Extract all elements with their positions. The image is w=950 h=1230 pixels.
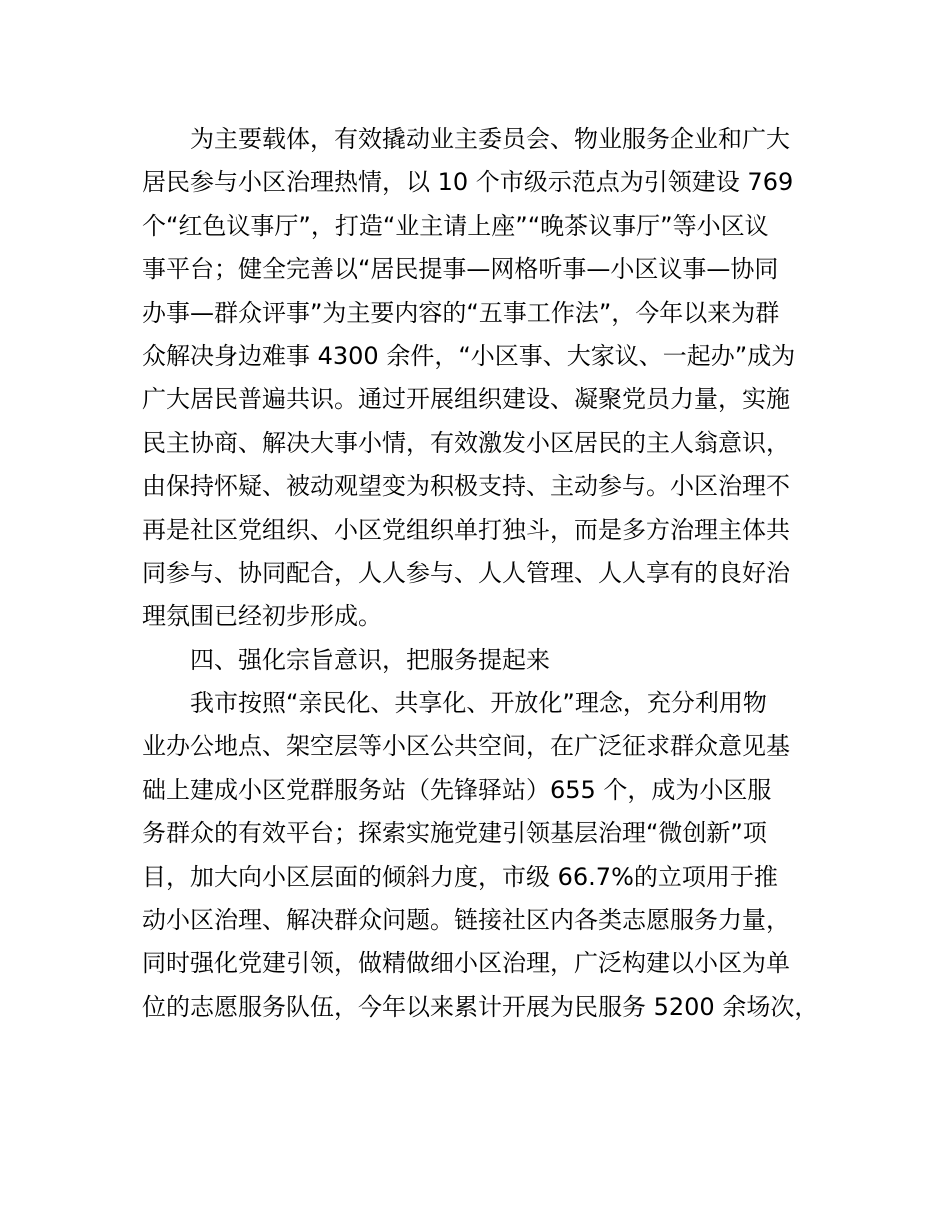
body-text [142, 118, 842, 1029]
paragraph-continuation-line: 为主要载体，有效撬动业主委员会、物业服务企业和广大 [190, 125, 790, 153]
text-line: 事平台；健全完善以“居民提事—网格听事—小区议事—协同 [142, 255, 779, 284]
text-line: 础上建成小区党群服务站（先锋驿站）655 个，成为小区服 [142, 775, 772, 804]
text-line: 办事—群众评事”为主要内容的“五事工作法”，今年以来为群 [142, 298, 780, 327]
section-heading: 四、强化宗旨意识，把服务提起来 [190, 645, 550, 674]
text-line: 居民参与小区治理热情，以 10 个市级示范点为引领建设 769 [142, 168, 794, 197]
paragraph-first-line: 我市按照“亲民化、共享化、开放化”理念，充分利用物 [190, 689, 767, 718]
text-line: 业办公地点、架空层等小区公共空间，在广泛征求群众意见基 [142, 732, 790, 761]
text-line: 个“红色议事厅”，打造“业主请上座”“晚茶议事厅”等小区议 [142, 211, 769, 240]
text-line: 动小区治理、解决群众问题。链接社区内各类志愿服务力量， [142, 906, 790, 935]
text-line: 理氛围已经初步形成。 [142, 602, 382, 631]
text-line: 由保持怀疑、被动观望变为积极支持、主动参与。小区治理不 [142, 472, 790, 501]
text-line: 众解决身边难事 4300 余件，“小区事、大家议、一起办”成为 [142, 341, 796, 370]
text-line: 再是社区党组织、小区党组织单打独斗，而是多方治理主体共 [142, 515, 790, 544]
text-line: 务群众的有效平台；探索实施党建引领基层治理“微创新”项 [142, 819, 767, 848]
text-line: 同时强化党建引领，做精做细小区治理，广泛构建以小区为单 [142, 949, 790, 978]
text-line: 广大居民普遍共识。通过开展组织建设、凝聚党员力量，实施 [142, 385, 790, 414]
text-line: 同参与、协同配合，人人参与、人人管理、人人享有的良好治 [142, 558, 790, 587]
text-line: 民主协商、解决大事小情，有效激发小区居民的主人翁意识， [142, 428, 790, 457]
text-line: 位的志愿服务队伍，今年以来累计开展为民服务 5200 余场次， [142, 992, 819, 1021]
text-line: 目，加大向小区层面的倾斜力度，市级 66.7%的立项用于推 [142, 862, 778, 891]
